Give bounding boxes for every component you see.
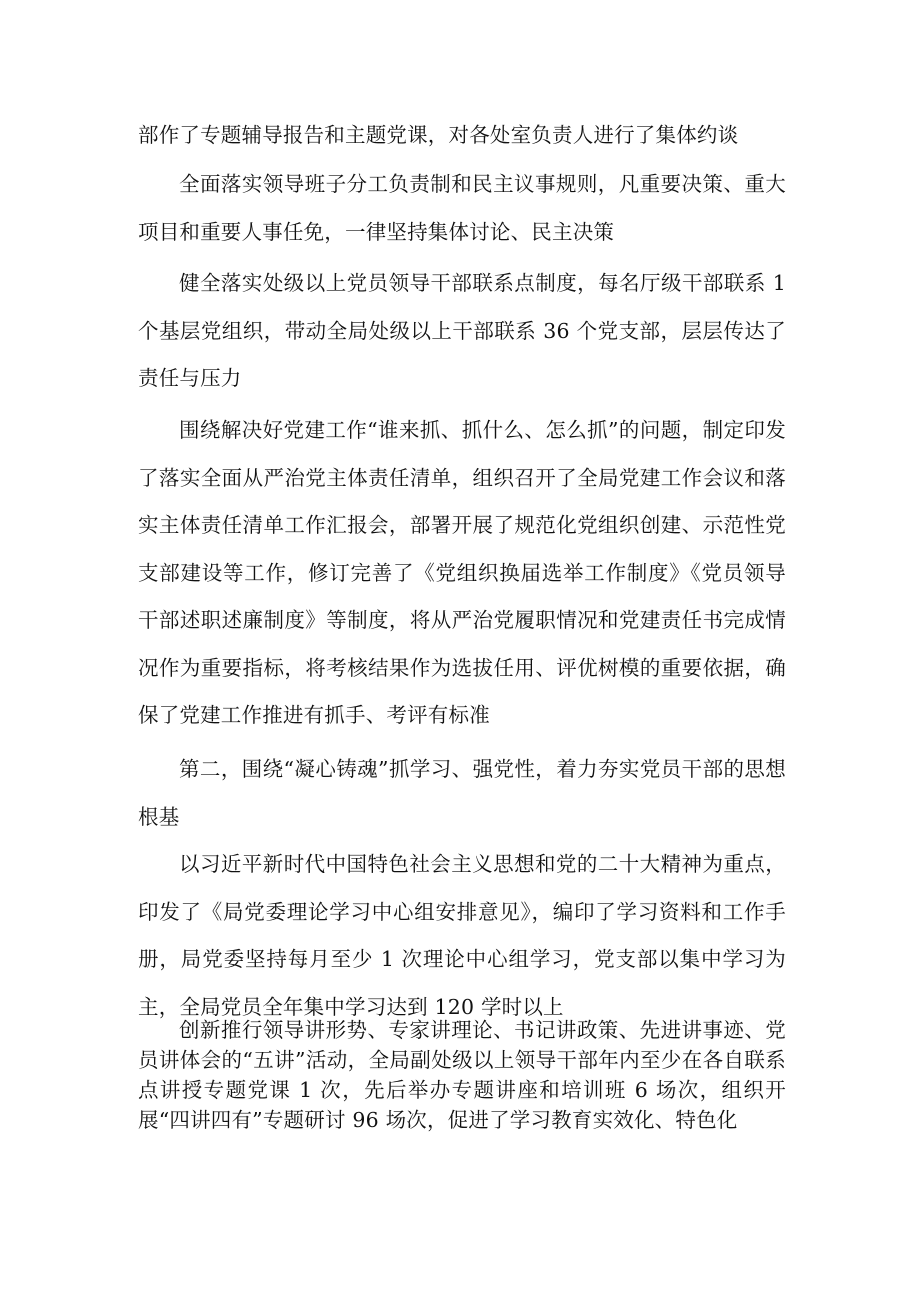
paragraph-collective-decision: 全面落实领导班子分工负责制和民主议事规则，凡重要决策、重大项目和重要人事任免，一律坚持集体讨论、民主决策: [138, 172, 786, 244]
paragraph-continuation: 部作了专题辅导报告和主题党课，对各处室负责人进行了集体约谈: [138, 123, 739, 147]
paragraph-five-lectures: 创新推行领导讲形势、专家讲理论、书记讲政策、先进讲事迹、党员讲体会的“五讲”活动，全局副处级以上领导干部年内至少在各自联系点讲授专题党课 1 次，先后举办专题讲座和培训班 6 场次，组织开展“四讲四有”专题研讨 96 场次，促进了学习教育实效化、特色化: [138, 1018, 786, 1132]
section-heading-second: 第二，围绕“凝心铸魂”抓学习、强党性，着力夯实党员干部的思想根基: [138, 757, 786, 829]
paragraph-responsibility-list: 围绕解决好党建工作“谁来抓、抓什么、怎么抓”的问题，制定印发了落实全面从严治党主体责任清单，组织召开了全局党建工作会议和落实主体责任清单工作汇报会，部署开展了规范化党组织创建、示范性党支部建设等工作，修订完善了《党组织换届选举工作制度》《党员领导干部述职述廉制度》等制度，将从严治党履职情况和党建责任书完成情况作为重要指标，将考核结果作为选拔任用、评优树模的重要依据，确保了党建工作推进有抓手、考评有标准: [138, 418, 786, 727]
paragraph-contact-point-system: 健全落实处级以上党员领导干部联系点制度，每名厅级干部联系 1 个基层党组织，带动全局处级以上干部联系 36 个党支部，层层传达了责任与压力: [138, 271, 786, 390]
paragraph-theory-study: 以习近平新时代中国特色社会主义思想和党的二十大精神为重点，印发了《局党委理论学习中心组安排意见》，编印了学习资料和工作手册，局党委坚持每月至少 1 次理论中心组学习，党支部以集中学习为主，全局党员全年集中学习达到 120 学时以上: [138, 852, 786, 1019]
